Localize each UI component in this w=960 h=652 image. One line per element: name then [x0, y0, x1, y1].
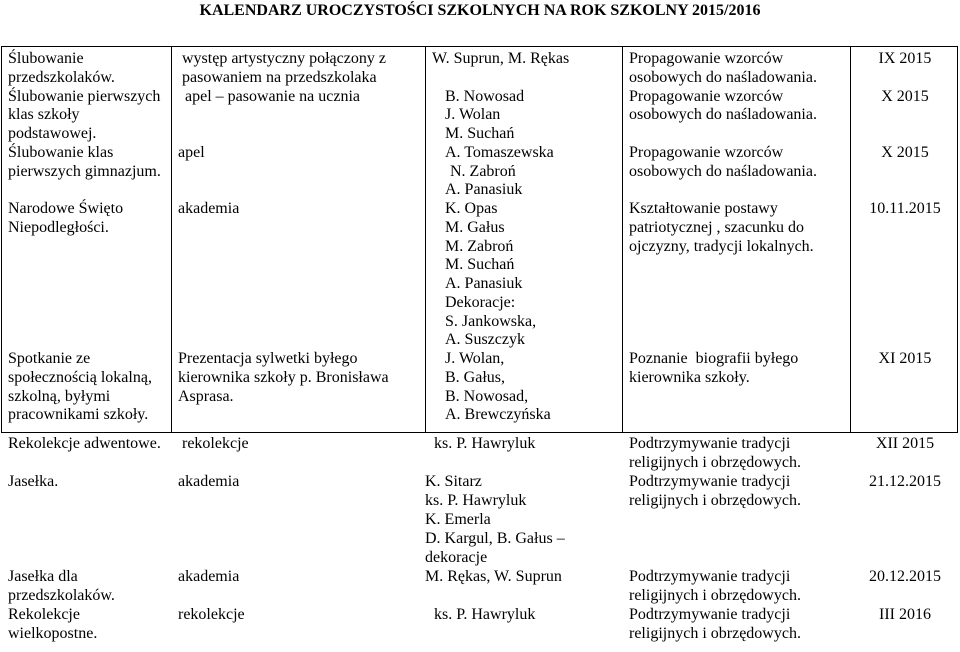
event-goal-line: Poznanie biografii byłego [629, 350, 799, 367]
event-name-line: społecznością lokalną, [8, 368, 152, 386]
event-name-line: Narodowe Święto [8, 200, 124, 217]
responsible-person: S. Jankowska, [445, 312, 537, 330]
responsible-person: B. Nowosad, [445, 387, 529, 405]
event-goal-line: religijnych i obrzędowych. [629, 625, 801, 642]
event-date: 21.12.2015 [869, 473, 941, 490]
event-name-line: Ślubowanie pierwszych [8, 87, 161, 105]
responsible-person: M. Suchań [445, 125, 515, 142]
event-name-line: Ślubowanie [8, 50, 84, 67]
event-goal-line: Podtrzymywanie tradycji [629, 435, 791, 452]
event-name-line: Jasełka. [8, 473, 59, 490]
responsible-person: M. Gałus [445, 218, 505, 236]
responsible-person: M. Zabroń [445, 237, 514, 255]
responsible-person: A. Panasiuk [445, 275, 523, 292]
event-form-line: akademia [178, 473, 240, 490]
responsible-person: M. Rękas, W. Suprun [425, 568, 562, 585]
table-border-left [1, 46, 2, 433]
event-goal-line: Kształtowanie postawy [629, 200, 778, 217]
event-form-line: Asprasa. [178, 387, 234, 405]
responsible-person: J. Wolan [445, 106, 501, 124]
event-form-line: występ artystyczny połączony z [182, 50, 386, 67]
event-date: XI 2015 [878, 350, 932, 367]
event-goal-line: osobowych do naśladowania. [629, 68, 817, 86]
event-date: X 2015 [881, 87, 929, 105]
event-date: 20.12.2015 [869, 568, 941, 585]
event-name-line: Jasełka dla [8, 568, 78, 585]
decorations-label: dekoracje [425, 549, 488, 566]
event-date: IX 2015 [878, 50, 932, 67]
event-date: III 2016 [879, 606, 931, 623]
event-date: XII 2015 [875, 435, 935, 452]
responsible-person: K. Opas [445, 200, 498, 217]
column-divider [622, 46, 623, 433]
event-name-line: pierwszych gimnazjum. [8, 162, 161, 180]
event-form-line: pasowaniem na przedszkolaka [182, 68, 377, 86]
event-name-line: przedszkolaków. [8, 68, 115, 86]
event-goal-line: Propagowanie wzorców [629, 87, 784, 105]
event-form-line: rekolekcje [182, 435, 249, 452]
decorations-label: Dekoracje: [445, 293, 516, 311]
event-name-line: Ślubowanie klas [8, 143, 114, 161]
column-divider [850, 46, 851, 433]
responsible-person: A. Suszczyk [445, 331, 525, 349]
event-name-line: Spotkanie ze [8, 350, 91, 367]
responsible-person: A. Tomaszewska [445, 143, 554, 161]
event-form-line: akademia [178, 200, 240, 217]
event-goal-line: osobowych do naśladowania. [629, 162, 817, 180]
responsible-person: ks. P. Hawryluk [425, 492, 527, 509]
responsible-person: A. Panasiuk [445, 181, 523, 199]
column-divider [425, 46, 426, 433]
event-form-line: akademia [178, 568, 240, 585]
event-name-line: szkolną, byłymi [8, 387, 111, 405]
event-goal-line: religijnych i obrzędowych. [629, 492, 801, 509]
event-name-line: wielkopostne. [8, 625, 98, 642]
event-goal-line: kierownika szkoły. [629, 368, 750, 386]
event-date: X 2015 [881, 143, 929, 161]
event-goal-line: Podtrzymywanie tradycji [629, 606, 791, 623]
responsible-person: K. Emerla [425, 511, 491, 528]
event-date: 10.11.2015 [869, 200, 941, 217]
responsible-person: M. Suchań [445, 256, 515, 274]
responsible-person: N. Zabroń [450, 162, 516, 180]
event-name-line: Niepodległości. [8, 218, 109, 236]
responsible-person: B. Nowosad [445, 87, 525, 105]
document-title: KALENDARZ UROCZYSTOŚCI SZKOLNYCH NA ROK SZKOLNY 2015/2016 [199, 2, 761, 19]
event-goal-line: ojczyzny, tradycji lokalnych. [629, 237, 814, 255]
event-form-line: rekolekcje [178, 606, 245, 623]
event-form-line: kierownika szkoły p. Bronisława [178, 368, 389, 386]
event-form-line: Prezentacja sylwetki byłego [178, 350, 358, 367]
responsible-person: ks. P. Hawryluk [434, 606, 536, 623]
responsible-person: B. Gałus, [445, 368, 505, 386]
event-name-line: przedszkolaków. [8, 587, 115, 604]
event-form-line: apel [178, 143, 205, 161]
event-goal-line: Podtrzymywanie tradycji [629, 568, 791, 585]
event-goal-line: osobowych do naśladowania. [629, 106, 817, 124]
column-divider [171, 46, 172, 433]
responsible-person: W. Suprun, M. Rękas [432, 50, 570, 67]
event-name-line: pracownikami szkoły. [8, 406, 149, 424]
event-name-line: klas szkoły [8, 106, 80, 124]
responsible-person: J. Wolan, [445, 350, 505, 367]
event-goal-line: Propagowanie wzorców [629, 50, 784, 67]
event-goal-line: Propagowanie wzorców [629, 143, 784, 161]
event-name-line: podstawowej. [8, 125, 97, 142]
event-name-line: Rekolekcje [8, 606, 80, 623]
responsible-person: A. Brewczyńska [445, 406, 551, 424]
table-border-bottom [1, 432, 958, 433]
event-form-line: apel – pasowanie na ucznia [185, 87, 361, 105]
event-goal-line: patriotycznej , szacunku do [629, 218, 805, 236]
responsible-person: ks. P. Hawryluk [434, 435, 536, 452]
responsible-person: K. Sitarz [425, 473, 482, 490]
event-goal-line: religijnych i obrzędowych. [629, 587, 801, 604]
table-border-top [1, 46, 958, 47]
event-name-line: Rekolekcje adwentowe. [8, 435, 161, 452]
responsible-person: D. Kargul, B. Gałus – [425, 530, 565, 547]
event-goal-line: religijnych i obrzędowych. [629, 454, 801, 471]
event-goal-line: Podtrzymywanie tradycji [629, 473, 791, 490]
